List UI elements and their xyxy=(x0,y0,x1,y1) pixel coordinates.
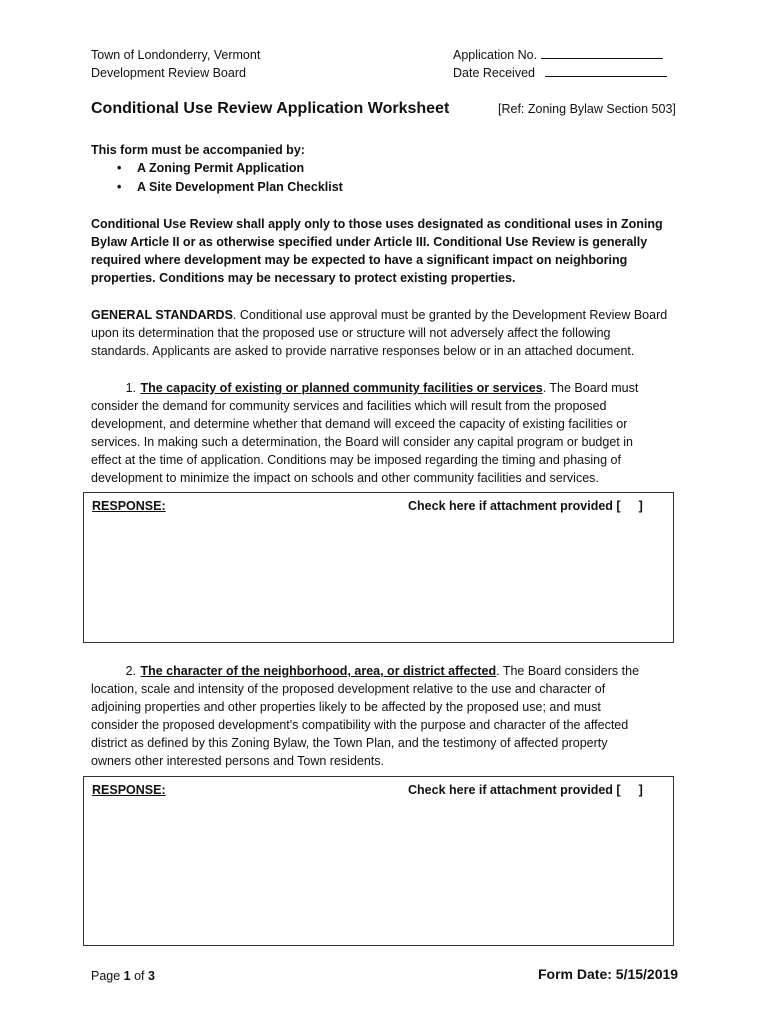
standard-first-rest: . The Board considers the xyxy=(496,664,640,678)
attachment-check xyxy=(408,783,643,797)
scope-line: Bylaw Article II or as otherwise specified under Article III. Conditional Use Review is generally xyxy=(91,235,648,249)
general-line: upon its determination that the proposed use or structure will not adversely affect the following xyxy=(91,326,611,340)
date-received-field[interactable] xyxy=(545,64,667,77)
standard-first-line xyxy=(91,662,691,680)
standard-line: consider the proposed development's compatibility with the purpose and character of the affected xyxy=(91,718,629,732)
accompany-item: • A Site Development Plan Checklist xyxy=(91,178,691,197)
general-line xyxy=(91,306,691,324)
standard-line: owners other interested persons and Town residents. xyxy=(91,754,384,768)
standard-line: district as defined by this Zoning Bylaw, the Town Plan, and the testimony of affected property xyxy=(91,736,608,750)
date-received-label: Date Received xyxy=(453,66,535,80)
standard-first-rest: . The Board must xyxy=(542,381,639,395)
scope-line: required where development may be expected to have a significant impact on neighboring xyxy=(91,253,628,267)
zoning-reference: [Ref: Zoning Bylaw Section 503] xyxy=(498,102,676,116)
scope-line: Conditional Use Review shall apply only to those uses designated as conditional uses in Zoning xyxy=(91,217,663,231)
attachment-label: Check here if attachment provided [ xyxy=(408,783,621,797)
page-number: Page 1 of 3 xyxy=(91,969,155,983)
general-standards xyxy=(91,306,691,360)
header-left xyxy=(91,46,260,82)
standard-line: development, and determine whether that demand will exceed the capacity of existing facilities or xyxy=(91,417,628,431)
standard-1 xyxy=(91,379,691,487)
standard-first-line xyxy=(91,379,691,397)
general-heading: GENERAL STANDARDS xyxy=(91,308,233,322)
response-label: RESPONSE: xyxy=(92,783,166,797)
response-label: RESPONSE: xyxy=(92,499,166,513)
accompany-list xyxy=(91,159,691,197)
standard-line: development to minimize the impact on schools and other community facilities and services. xyxy=(91,471,599,485)
standard-heading: The capacity of existing or planned community facilities or services xyxy=(140,381,543,395)
scope-line: properties. Conditions may be necessary to protect existing properties. xyxy=(91,271,516,285)
standard-line: adjoining properties and other properties likely to be affected by the proposed use; and must xyxy=(91,700,601,714)
general-line-rest: . Conditional use approval must be granted by the Development Review Board xyxy=(232,308,668,322)
response-box-2[interactable] xyxy=(83,776,674,946)
date-received-row xyxy=(453,64,667,82)
scope-paragraph xyxy=(91,215,691,287)
response-box-1[interactable] xyxy=(83,492,674,643)
attachment-bracket-close: ] xyxy=(638,499,643,513)
application-no-field[interactable] xyxy=(541,46,663,59)
standard-2 xyxy=(91,662,691,770)
standard-line: consider the demand for community services and facilities which will result from the proposed xyxy=(91,399,607,413)
general-line: standards. Applicants are asked to provide narrative responses below or in an attached document. xyxy=(91,344,635,358)
standard-heading: The character of the neighborhood, area, or district affected xyxy=(140,664,497,678)
standard-line: services. In making such a determination, the Board will consider any capital program or budget in xyxy=(91,435,633,449)
accompany-intro: This form must be accompanied by: xyxy=(91,143,305,157)
standard-line: effect at the time of application. Conditions may be imposed regarding the timing and phasing of xyxy=(91,453,621,467)
standard-number: 1. xyxy=(125,381,136,395)
attachment-label: Check here if attachment provided [ xyxy=(408,499,621,513)
board-name: Development Review Board xyxy=(91,66,246,80)
accompany-section xyxy=(91,141,691,197)
attachment-check xyxy=(408,499,643,513)
town-name: Town of Londonderry, Vermont xyxy=(91,48,261,62)
form-date: Form Date: 5/15/2019 xyxy=(538,966,679,982)
application-no-row xyxy=(453,46,667,64)
standard-line: location, scale and intensity of the proposed development relative to the use and character of xyxy=(91,682,606,696)
standard-number: 2. xyxy=(125,664,136,678)
application-no-label: Application No. xyxy=(453,48,538,62)
attachment-bracket-close: ] xyxy=(638,783,643,797)
header-right xyxy=(453,46,667,82)
page-title: Conditional Use Review Application Worksheet xyxy=(91,100,450,117)
accompany-item: • A Zoning Permit Application xyxy=(91,159,691,178)
